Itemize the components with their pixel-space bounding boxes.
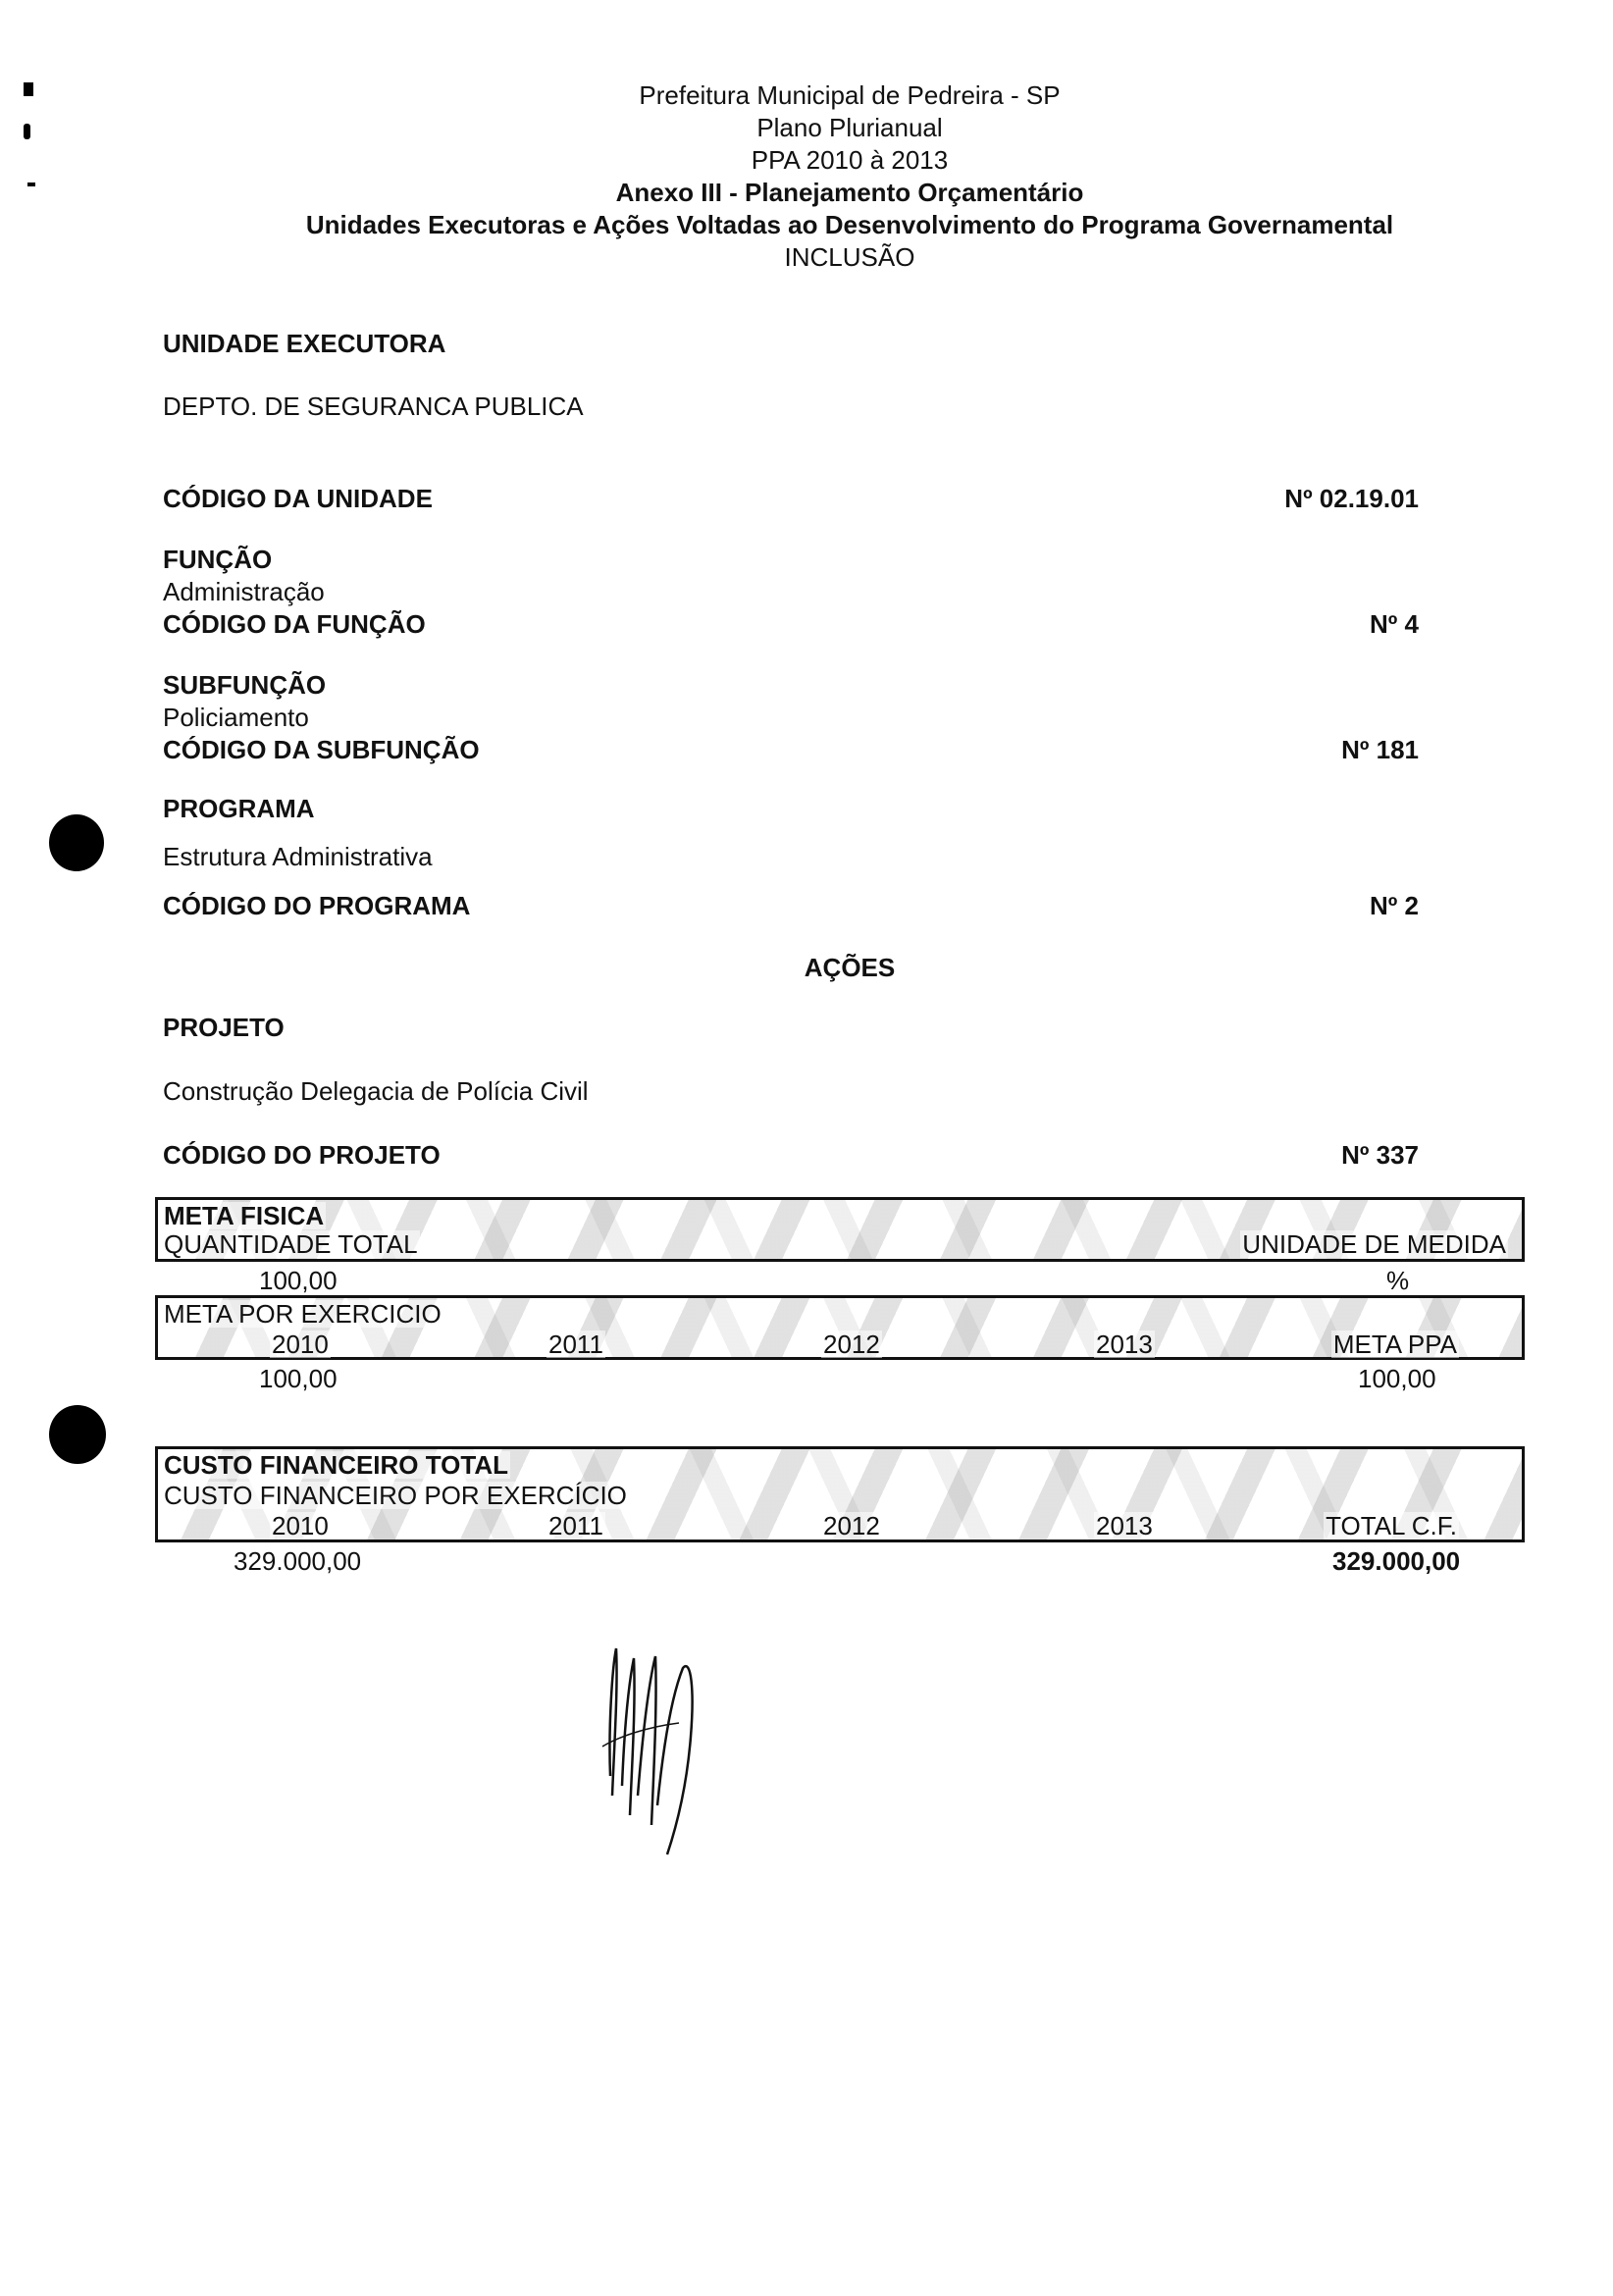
quantidade-total-label: QUANTIDADE TOTAL (164, 1229, 418, 1259)
unidade-value: DEPTO. DE SEGURANCA PUBLICA (163, 391, 584, 421)
meta-exercicio-box (155, 1295, 1525, 1360)
funcao-label: FUNÇÃO (163, 545, 273, 574)
unidade-medida-label: UNIDADE DE MEDIDA (1242, 1229, 1506, 1259)
codigo-subfuncao-label: CÓDIGO DA SUBFUNÇÃO (163, 735, 480, 764)
custo-total-title: CUSTO FINANCEIRO TOTAL (164, 1450, 508, 1480)
codigo-projeto-value: Nº 337 (1341, 1140, 1419, 1170)
custo-year-2010: 2010 (272, 1511, 329, 1540)
codigo-programa-value: Nº 2 (1370, 891, 1419, 920)
projeto-value: Construção Delegacia de Polícia Civil (163, 1076, 589, 1106)
header-line-4: Anexo III - Planejamento Orçamentário (615, 178, 1084, 207)
header-line-2: Plano Plurianual (756, 113, 943, 142)
meta-ppa-value: 100,00 (1358, 1364, 1436, 1393)
meta-fisica-title: META FISICA (164, 1201, 325, 1230)
header-line-3: PPA 2010 à 2013 (751, 145, 949, 175)
unidade-label: UNIDADE EXECUTORA (163, 329, 446, 358)
meta-exercicio-title: META POR EXERCICIO (164, 1299, 442, 1329)
meta-ppa-label: META PPA (1332, 1330, 1457, 1359)
meta-year-2011: 2011 (548, 1330, 603, 1359)
punch-hole (49, 814, 104, 871)
header-line-6: INCLUSÃO (784, 242, 915, 272)
codigo-programa-label: CÓDIGO DO PROGRAMA (163, 891, 471, 920)
meta-year-2012: 2012 (823, 1330, 880, 1359)
meta-year-2013: 2013 (1096, 1330, 1153, 1359)
punch-hole (49, 1405, 106, 1464)
custo-year-2011: 2011 (548, 1511, 603, 1540)
custo-total-value: 329.000,00 (1332, 1546, 1461, 1576)
total-cf-label: TOTAL C.F. (1326, 1511, 1457, 1540)
quantidade-total-value: 100,00 (259, 1266, 338, 1295)
signature (589, 1629, 726, 1864)
unidade-medida-value: % (1386, 1266, 1410, 1295)
codigo-projeto-label: CÓDIGO DO PROJETO (163, 1140, 441, 1170)
custo-year-2012: 2012 (823, 1511, 880, 1540)
projeto-label: PROJETO (163, 1013, 285, 1042)
acoes-heading: AÇÕES (804, 953, 896, 982)
header-line-5: Unidades Executoras e Ações Voltadas ao Desenvolvimento do Programa Governamental (305, 210, 1394, 239)
custo-financeiro-box (155, 1446, 1525, 1542)
meta-fisica-box (155, 1197, 1525, 1262)
header-line-1: Prefeitura Municipal de Pedreira - SP (639, 80, 1061, 110)
subfuncao-label: SUBFUNÇÃO (163, 670, 327, 700)
meta-year-2010: 2010 (272, 1330, 329, 1359)
custo-year-2013: 2013 (1096, 1511, 1153, 1540)
codigo-funcao-label: CÓDIGO DA FUNÇÃO (163, 609, 426, 639)
codigo-funcao-value: Nº 4 (1370, 609, 1419, 639)
programa-label: PROGRAMA (163, 794, 315, 823)
subfuncao-value: Policiamento (163, 703, 309, 732)
custo-2010-value: 329.000,00 (234, 1546, 362, 1576)
programa-value: Estrutura Administrativa (163, 842, 433, 871)
funcao-value: Administração (163, 577, 325, 606)
codigo-unidade-label: CÓDIGO DA UNIDADE (163, 484, 433, 513)
custo-exercicio-title: CUSTO FINANCEIRO POR EXERCÍCIO (164, 1481, 627, 1510)
meta-2010-value: 100,00 (259, 1364, 338, 1393)
codigo-subfuncao-value: Nº 181 (1341, 735, 1419, 764)
codigo-unidade-value: Nº 02.19.01 (1284, 484, 1419, 513)
